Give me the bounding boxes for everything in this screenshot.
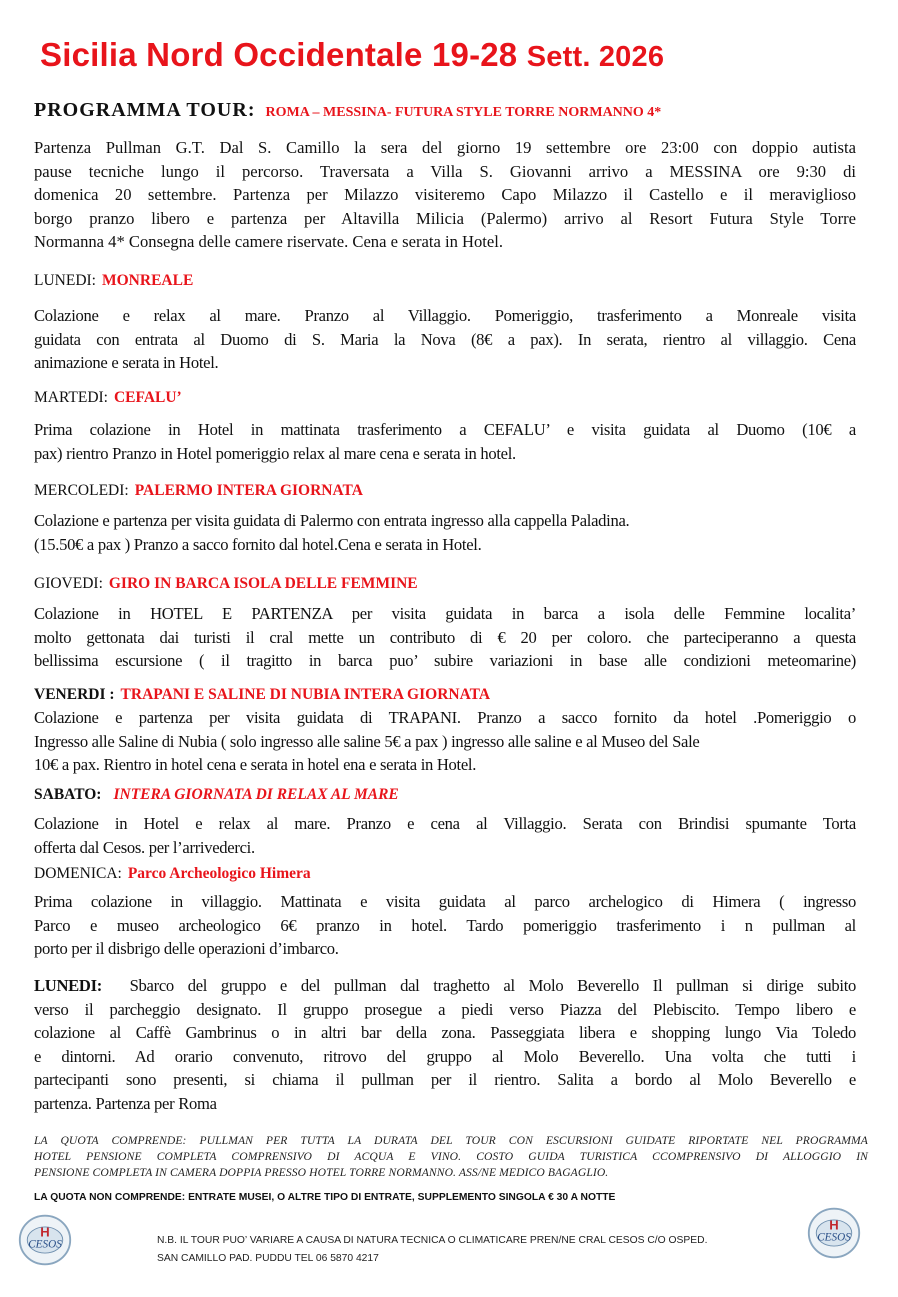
page-title bbox=[40, 36, 890, 74]
day-line: Colazione in Hotel e relax al mare. Pranzo e cena al Villaggio. Serata con Brindisi spumante Torta bbox=[34, 814, 856, 833]
price-includes bbox=[34, 1133, 868, 1181]
title-dates: Sett. 2026 bbox=[526, 41, 665, 73]
day-line: e dintorni. Ad orario convenuto, ritrovo del gruppo al Molo Beverello. Una volta che tutti i bbox=[34, 1046, 856, 1066]
intro-line: borgo pranzo libero e partenza per Altavilla Milicia (Palermo) arrivo al Resort Futura Style Torre bbox=[34, 208, 856, 228]
day-heading-sabato bbox=[34, 786, 399, 804]
day-line: partenza. Partenza per Roma bbox=[34, 1093, 217, 1113]
day-line: 10€ a pax. Rientro in hotel cena e serata in hotel ena e serata in Hotel. bbox=[34, 755, 477, 774]
day-label: MARTEDI: bbox=[34, 389, 108, 406]
day-label: MERCOLEDI: bbox=[34, 482, 129, 499]
includes-line: LA QUOTA COMPRENDE: PULLMAN PER TUTTA LA DURATA DEL TOUR CON ESCURSIONI GUIDATE RIPORTATE NEL PROGRAMMA bbox=[34, 1134, 868, 1147]
day-destination: PALERMO INTERA GIORNATA bbox=[134, 482, 363, 499]
note-line: N.B. IL TOUR PUO’ VARIARE A CAUSA DI NATURA TECNICA O CLIMATICARE PREN/NE CRAL CESOS C/O OSPED. bbox=[157, 1235, 708, 1246]
day-label: SABATO: bbox=[34, 786, 102, 803]
day-destination: MONREALE bbox=[102, 272, 194, 289]
day-line: (15.50€ a pax ) Pranzo a sacco fornito dal hotel.Cena e serata in Hotel. bbox=[34, 534, 482, 554]
day-line: verso il parcheggio designato. Il gruppo prosegue a piedi verso Piazza del Plebiscito. Tempo libero e bbox=[34, 999, 856, 1019]
svg-text:H: H bbox=[40, 1224, 50, 1240]
day-line: Ingresso alle Saline di Nubia ( solo ingresso alle saline 5€ a pax ) ingresso alle saline e al Museo del Sale bbox=[34, 731, 700, 751]
cesos-logo-icon bbox=[17, 1212, 73, 1268]
intro-line: domenica 20 settembre. Partenza per Milazzo visiteremo Capo Milazzo il Castello e il meraviglioso bbox=[34, 185, 856, 204]
includes-line: PENSIONE COMPLETA IN CAMERA DOPPIA PRESSO HOTEL TORRE NORMANNO. ASS/NE MEDICO BAGAGLIO. bbox=[34, 1166, 609, 1179]
day-text-domenica bbox=[34, 890, 856, 961]
day-line: Prima colazione in Hotel in mattinata trasferimento a CEFALU’ e visita guidata al Duomo (10€ a bbox=[34, 420, 856, 439]
day-destination: CEFALU’ bbox=[113, 389, 182, 406]
title-text: Sicilia Nord Occidentale 19-28 bbox=[40, 36, 527, 73]
day-line: Colazione e relax al mare. Pranzo al Villaggio. Pomeriggio, trasferimento a Monreale visita bbox=[34, 306, 856, 325]
program-label: PROGRAMMA TOUR: bbox=[34, 99, 256, 121]
day-text-venerdi bbox=[34, 706, 856, 777]
day-destination: GIRO IN BARCA ISOLA DELLE FEMMINE bbox=[108, 575, 418, 592]
day-line: Sbarco del gruppo e del pullman dal traghetto al Molo Beverello Il pullman si dirige subito bbox=[129, 976, 857, 995]
day-line: Colazione in HOTEL E PARTENZA per visita guidata in barca a isola delle Femmine localita’ bbox=[34, 604, 856, 623]
day-heading-domenica bbox=[34, 865, 311, 883]
includes-line: HOTEL PENSIONE COMPLETA COMPRENSIVO DI ACQUA E VINO. COSTO GUIDA TURISTICA CCOMPRENSIVO DI ALLOGGIO IN bbox=[34, 1150, 868, 1163]
day-label: LUNEDI: bbox=[34, 272, 96, 289]
program-header bbox=[34, 99, 661, 122]
day-line: Parco e museo archeologico 6€ pranzo in hotel. Tardo pomeriggio trasferimento i n pullman al bbox=[34, 915, 856, 935]
svg-text:H: H bbox=[829, 1217, 839, 1233]
day-line: offerta dal Cesos. per l’arrivederci. bbox=[34, 837, 255, 857]
footer-note bbox=[157, 1232, 797, 1268]
price-excludes: LA QUOTA NON COMPRENDE: ENTRATE MUSEI, O ALTRE TIPO DI ENTRATE, SUPPLEMENTO SINGOLA € 30 A NOTTE bbox=[34, 1192, 616, 1203]
day-line: molto gettonata dai turisti il cral mette un contributo di € 20 per coloro. che parteciperanno a questa bbox=[34, 627, 856, 647]
cesos-logo-icon bbox=[806, 1205, 862, 1261]
day-text-lunedi bbox=[34, 304, 856, 375]
day-line: animazione e serata in Hotel. bbox=[34, 353, 219, 372]
day-destination: INTERA GIORNATA DI RELAX AL MARE bbox=[113, 786, 399, 803]
day-label: DOMENICA: bbox=[34, 865, 122, 882]
day-line: Colazione e partenza per visita guidata di Palermo con entrata ingresso alla cappella Paladina. bbox=[34, 511, 630, 530]
day-destination: Parco Archeologico Himera bbox=[127, 865, 311, 882]
day-line: Prima colazione in villaggio. Mattinata e visita guidata al parco archelogico di Himera ( ingresso bbox=[34, 892, 856, 911]
day-label: LUNEDI: bbox=[34, 976, 102, 995]
intro-line: Partenza Pullman G.T. Dal S. Camillo la sera del giorno 19 settembre ore 23:00 con doppio autista bbox=[34, 138, 856, 157]
intro-paragraph bbox=[34, 136, 856, 254]
program-route: ROMA – MESSINA- FUTURA STYLE TORRE NORMANNO 4* bbox=[265, 105, 662, 120]
day-text-martedi bbox=[34, 418, 856, 465]
day-label: VENERDI : bbox=[34, 686, 115, 703]
day-text-lunedi-return bbox=[34, 974, 856, 1115]
day-heading-mercoledi bbox=[34, 482, 363, 500]
day-label: GIOVEDI: bbox=[34, 575, 103, 592]
day-destination: TRAPANI E SALINE DI NUBIA INTERA GIORNATA bbox=[120, 686, 491, 703]
day-line: porto per il disbrigo delle operazioni d’imbarco. bbox=[34, 939, 339, 958]
day-line: partecipanti sono presenti, si chiama il pullman per il rientro. Salita a bordo al Molo Beverello e bbox=[34, 1070, 856, 1089]
day-line: Colazione e partenza per visita guidata di TRAPANI. Pranzo a sacco fornito da hotel .Pomeriggio o bbox=[34, 708, 856, 727]
day-text-mercoledi bbox=[34, 509, 856, 556]
intro-line: pause tecniche lungo il percorso. Traversata a Villa S. Giovanni arrivo a MESSINA ore 9:30 di bbox=[34, 161, 856, 181]
svg-text:CESOS: CESOS bbox=[817, 1231, 851, 1244]
day-heading-giovedi bbox=[34, 575, 418, 593]
intro-line: Normanna 4* Consegna delle camere riservate. Cena e serata in Hotel. bbox=[34, 232, 504, 251]
day-line: bellissima escursione ( il tragitto in barca puo’ subire variazioni in base alle condizioni meteomarine) bbox=[34, 651, 856, 670]
day-text-giovedi bbox=[34, 602, 856, 673]
day-heading-lunedi bbox=[34, 272, 193, 290]
day-line: pax) rientro Pranzo in Hotel pomeriggio relax al mare cena e serata in hotel. bbox=[34, 443, 516, 463]
day-text-sabato bbox=[34, 812, 856, 859]
day-heading-venerdi bbox=[34, 686, 490, 704]
svg-text:CESOS: CESOS bbox=[28, 1238, 62, 1251]
note-line: SAN CAMILLO PAD. PUDDU TEL 06 5870 4217 bbox=[157, 1253, 379, 1264]
day-line: colazione al Caffè Gambrinus o in altri bar della zona. Passeggiata libera e shopping lungo Via Toledo bbox=[34, 1023, 856, 1042]
day-line: guidata con entrata al Duomo di S. Maria la Nova (8€ a pax). In serata, rientro al villaggio. Cena bbox=[34, 329, 856, 349]
day-heading-martedi bbox=[34, 389, 182, 407]
